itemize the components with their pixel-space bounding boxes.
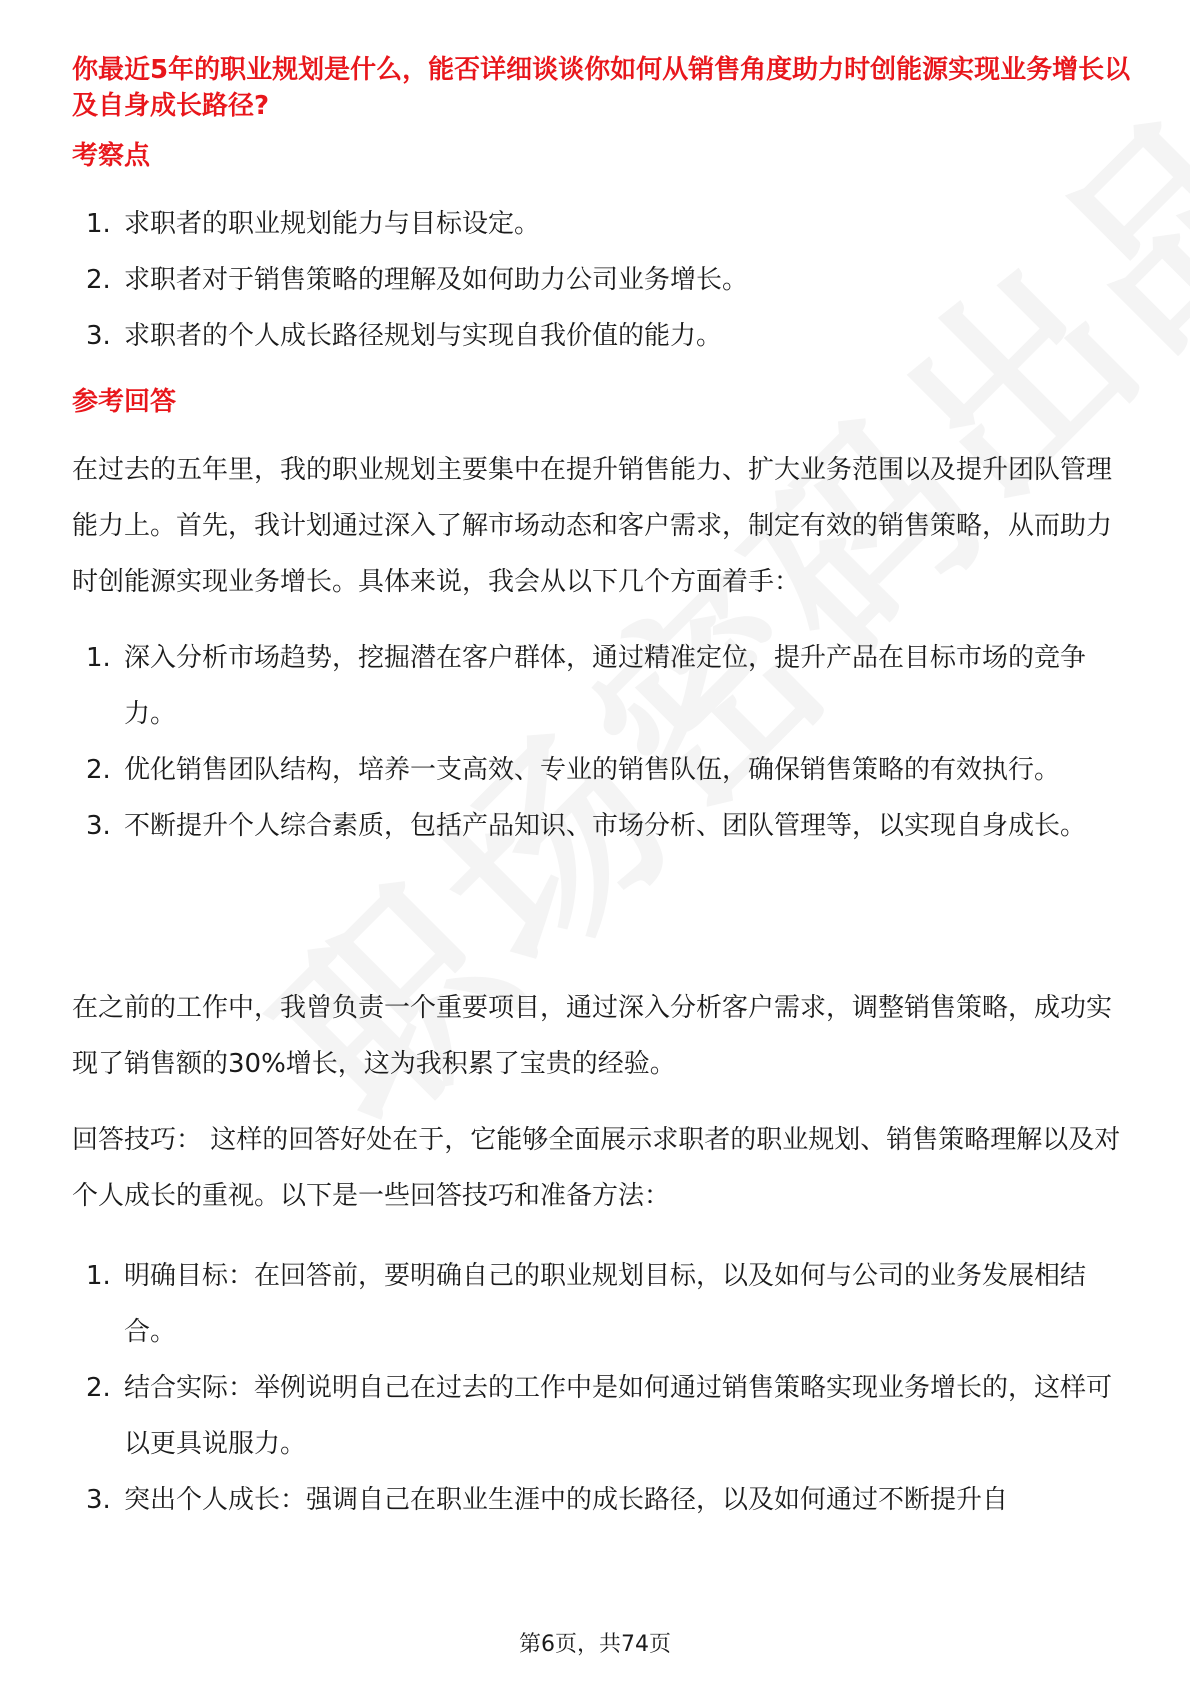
list-item-text: 求职者的职业规划能力与目标设定。 bbox=[124, 209, 541, 239]
list-item-text: 明确目标：在回答前，要明确自己的职业规划目标，以及如何与公司的业务发展相结合。 bbox=[124, 1261, 1087, 1347]
exam-points-title: 考察点 bbox=[72, 141, 151, 171]
list-item bbox=[72, 1248, 1132, 1360]
experience-paragraph: 在之前的工作中，我曾负责一个重要项目，通过深入分析客户需求，调整销售策略，成功实现了销售额的30%增长，这为我积累了宝贵的经验。 bbox=[72, 993, 1113, 1079]
list-item bbox=[72, 196, 1132, 252]
list-number: 3. bbox=[86, 1485, 111, 1515]
list-item bbox=[72, 742, 1132, 798]
list-item bbox=[72, 308, 1132, 364]
reference-answer-title: 参考回答 bbox=[72, 387, 177, 417]
tips-list bbox=[72, 1248, 1132, 1528]
list-number: 2. bbox=[86, 265, 111, 295]
exam-points-list bbox=[72, 196, 1132, 364]
list-item-text: 不断提升个人综合素质，包括产品知识、市场分析、团队管理等，以实现自身成长。 bbox=[124, 811, 1087, 841]
answer-intro-paragraph: 在过去的五年里，我的职业规划主要集中在提升销售能力、扩大业务范围以及提升团队管理能力上。首先，我计划通过深入了解市场动态和客户需求，制定有效的销售策略，从而助力时创能源实现业务增长。具体来说，我会从以下几个方面着手： bbox=[72, 455, 1113, 597]
list-item-text: 深入分析市场趋势，挖掘潜在客户群体，通过精准定位，提升产品在目标市场的竞争力。 bbox=[124, 643, 1087, 729]
list-number: 1. bbox=[86, 643, 111, 673]
list-item bbox=[72, 1360, 1132, 1472]
list-number: 3. bbox=[86, 321, 111, 351]
list-item-text: 优化销售团队结构，培养一支高效、专业的销售队伍，确保销售策略的有效执行。 bbox=[124, 755, 1061, 785]
list-number: 2. bbox=[86, 1373, 111, 1403]
list-item bbox=[72, 630, 1132, 742]
list-item-text: 结合实际：举例说明自己在过去的工作中是如何通过销售策略实现业务增长的，这样可以更具说服力。 bbox=[124, 1373, 1113, 1459]
list-item bbox=[72, 798, 1132, 854]
list-item-text: 求职者对于销售策略的理解及如何助力公司业务增长。 bbox=[124, 265, 749, 295]
answer-points-list bbox=[72, 630, 1132, 854]
list-item-text: 突出个人成长：强调自己在职业生涯中的成长路径，以及如何通过不断提升自 bbox=[124, 1485, 1009, 1515]
list-number: 1. bbox=[86, 1261, 111, 1291]
tips-intro-paragraph: 回答技巧： 这样的回答好处在于，它能够全面展示求职者的职业规划、销售策略理解以及对个人成长的重视。以下是一些回答技巧和准备方法： bbox=[72, 1125, 1121, 1211]
question-heading: 你最近5年的职业规划是什么，能否详细谈谈你如何从销售角度助力时创能源实现业务增长以及自身成长路径? bbox=[72, 55, 1131, 121]
list-item bbox=[72, 1472, 1132, 1528]
page-number-footer: 第6页，共74页 bbox=[519, 1632, 671, 1657]
list-number: 2. bbox=[86, 755, 111, 785]
list-number: 1. bbox=[86, 209, 111, 239]
list-number: 3. bbox=[86, 811, 111, 841]
list-item-text: 求职者的个人成长路径规划与实现自我价值的能力。 bbox=[124, 321, 723, 351]
list-item bbox=[72, 252, 1132, 308]
